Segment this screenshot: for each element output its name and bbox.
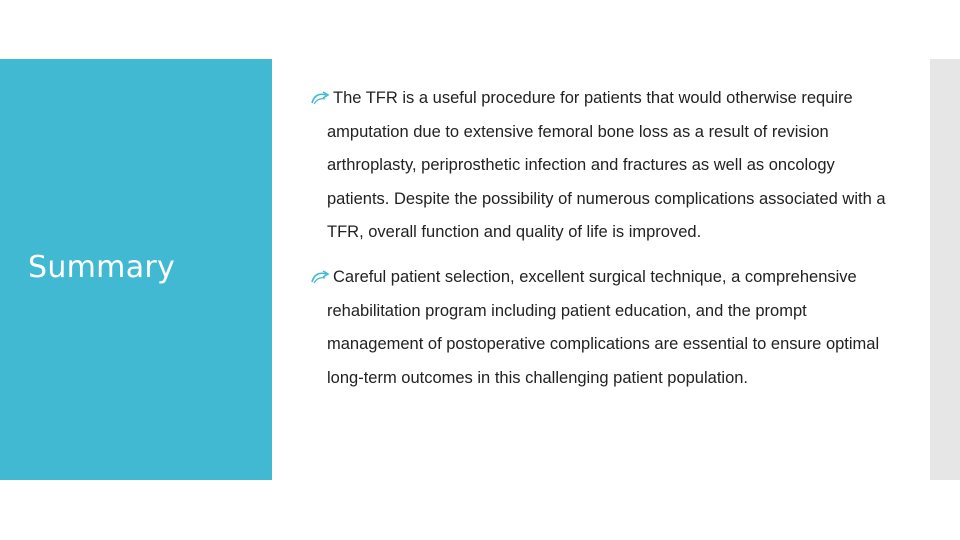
bullet-text: The TFR is a useful procedure for patients that would otherwise require amputation due to extensive femoral bone loss as a result of revision arthroplasty, periprosthetic infection and fractures as well as oncology patients. Despite the possibility of numerous complications associated with a TFR, overall function and quality of life is improved.: [327, 89, 886, 242]
slide-title: Summary: [28, 250, 176, 285]
content-area: [311, 82, 891, 395]
curved-arrow-bullet-icon: [311, 82, 333, 116]
bullet-item: [311, 261, 891, 395]
bullet-item: [311, 82, 891, 250]
bullet-text: Careful patient selection, excellent surgical technique, a comprehensive rehabilitation program including patient education, and the prompt management of postoperative complications are essential to ensure optimal long-term outcomes in this challenging patient population.: [327, 267, 880, 387]
curved-arrow-bullet-icon: [311, 261, 333, 295]
right-side-bar: [930, 59, 960, 480]
